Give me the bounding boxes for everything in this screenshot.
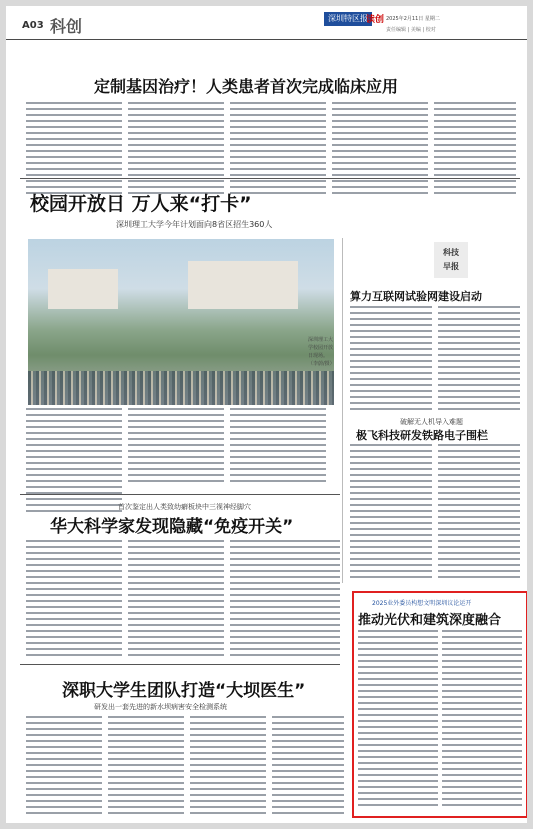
article6-body-col2 (108, 716, 184, 816)
masthead (6, 6, 527, 40)
article4-body-col2 (438, 444, 520, 584)
section-title: 科创 (50, 17, 83, 36)
section-divider-3 (20, 664, 340, 665)
brand-logo: 深圳特区报 (324, 12, 372, 26)
brand-logo-secondary: 读创 (366, 15, 385, 25)
section-divider (20, 178, 520, 179)
article1-body-col4 (332, 102, 428, 202)
newspaper-page (6, 6, 527, 823)
article7-headline: 推动光伏和建筑深度融合 (358, 613, 502, 628)
article5-body-col1 (26, 540, 122, 660)
article5-subhead: 首次鉴定出人类致幼癖板块中三视神经脚穴 (118, 503, 251, 511)
article6-body-col4 (272, 716, 344, 816)
article1-body-col3 (230, 102, 326, 202)
article3-headline: 算力互联网试验网建设启动 (350, 290, 482, 303)
article5-body-col3 (230, 540, 340, 660)
article2-body-col1 (26, 408, 122, 520)
article2-body-col2 (128, 408, 224, 488)
article3-body-col1 (350, 306, 432, 414)
article7-subhead: 2025业外委员构想文明深圳议论运开 (372, 600, 472, 607)
article5-body-col2 (128, 540, 224, 660)
article7-body-col1 (358, 630, 438, 810)
article1-headline: 定制基因治疗！人类患者首次完成临床应用 (94, 77, 399, 96)
article4-subhead: 破解无人机导入难题 (400, 418, 463, 426)
article6-body-col1 (26, 716, 102, 816)
campus-photo (28, 239, 334, 405)
dateline: 2025年2月11日 星期二 (386, 16, 440, 22)
article6-headline: 深职大学生团队打造“大坝医生” (62, 681, 306, 701)
article1-body-col1 (26, 102, 122, 202)
article5-headline: 华大科学家发现隐藏“免疫开关” (50, 517, 294, 537)
column-divider (342, 238, 343, 583)
article1-body-col5 (434, 102, 516, 202)
editor-credits: 责任编辑 | 美编 | 校对 (386, 27, 436, 33)
article1-body-col2 (128, 102, 224, 202)
article2-body-col3 (230, 408, 326, 488)
article4-headline: 极飞科技研发铁路电子围栏 (356, 429, 488, 442)
article6-body-col3 (190, 716, 266, 816)
page-number: A03 (22, 20, 44, 31)
article3-kicker: 科技 (443, 248, 459, 257)
article2-subhead: 深圳理工大学今年计划面向8省区招生360人 (116, 220, 273, 229)
article3-body-col2 (438, 306, 520, 414)
article2-headline: 校园开放日 万人来“打卡” (30, 193, 252, 215)
section-divider-2 (20, 494, 340, 495)
article3-kicker-secondary: 早报 (443, 262, 459, 271)
article4-body-col1 (350, 444, 432, 584)
photo-caption: 深圳理工大学校园开放日现场。（李蔚/摄） (308, 337, 335, 367)
article6-subhead: 研发出一套先进的新水坝病害安全检测系统 (94, 703, 227, 711)
article7-body-col2 (442, 630, 522, 810)
